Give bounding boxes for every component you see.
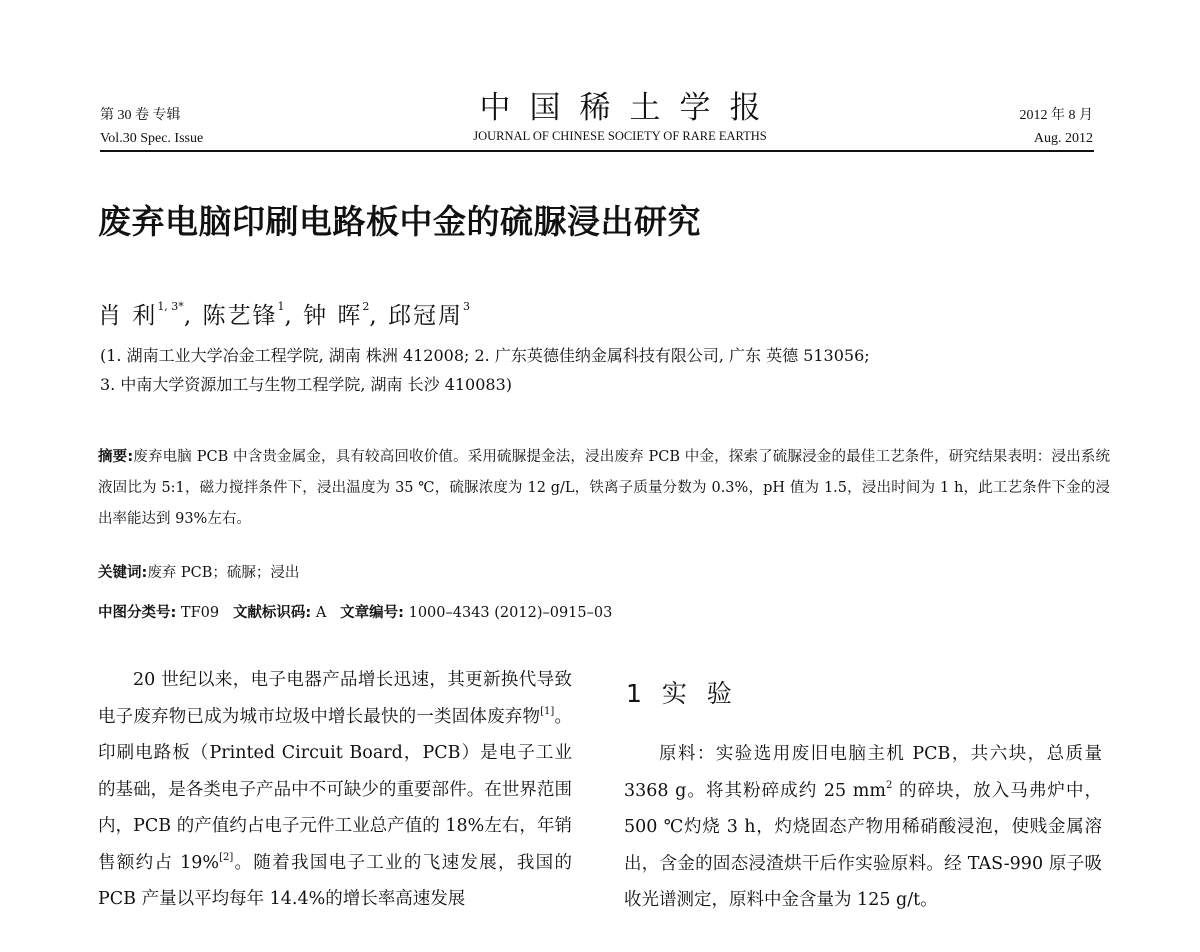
doc-code-value: A [315,605,327,621]
affiliation-line: 3. 中南大学资源加工与生物工程学院, 湖南 长沙 410083) [100,375,513,394]
keywords [98,561,299,586]
citation-ref[interactable]: [2] [219,851,234,863]
author-name: 肖 利 [98,303,158,329]
author-name: 钟 晖 [303,303,363,329]
author-affil-mark: 2 [362,300,370,313]
article-number-value: 1000–4343 (2012)–0915–03 [408,605,613,621]
intro-paragraph [98,662,572,918]
author-affil-mark: 1 [277,300,285,313]
author-name: 邱冠周 [388,303,463,329]
author-name: 陈艺锋 [202,303,278,329]
clc-value: TF09 [180,605,220,621]
journal-title-cn: 中国稀土学报 [479,90,780,126]
author-list: 肖 利$^{1, 3*}$, 陈艺锋$^1$, 钟 晖$^2$, 邱冠周$^3$ [98,300,470,329]
keywords-text: 废弃 PCB；硫脲；浸出 [147,565,300,581]
volume-en: Vol.30 Spec. Issue [100,131,204,146]
author-affil-mark: 1, 3* [157,300,184,313]
abstract-label: 摘要: [98,449,134,465]
section-heading: 1 实 验 [626,679,738,708]
header-rule [100,150,1094,152]
date-en: Aug. 2012 [1033,131,1093,146]
materials-text: 原料：实验选用废旧电脑主机 PCB，共六块，总质量 3368 g。将其粉碎成约 25 mm [624,744,1102,801]
affiliations [100,341,1110,399]
date-cn: 2012 年 8 月 [1019,108,1093,123]
abstract-text: 废弃电脑 PCB 中含贵金属金，具有较高回收价值。采用硫脲提金法，浸出废弃 PCB 中金，探索了硫脲浸金的最佳工艺条件，研究结果表明：浸出系统液固比为 5:1，磁力搅拌条件下，浸出温度为 35 ℃，硫脲浓度为 12 g/L，铁离子质量分数为 0.3%，pH 值为 1.5，浸出时间为 1 h，此工艺条件下金的浸出率能达到 93%左右。 [98,449,1110,527]
journal-title-en: JOURNAL OF CHINESE SOCIETY OF RARE EARTHS [473,129,767,143]
article-number-label: 文章编号: [340,605,404,621]
superscript-2: 2 [885,779,893,791]
keywords-label: 关键词: [98,565,148,581]
citation-ref[interactable]: [1] [540,705,555,717]
classification-line [98,601,612,626]
article-title: 废弃电脑印刷电路板中金的硫脲浸出研究 [98,202,701,241]
volume-cn: 第 30 卷 专辑 [100,108,181,123]
intro-text: 20 世纪以来，电子电器产品增长迅速，其更新换代导致电子废弃物已成为城市垃圾中增长最快的一类固体废弃物 [98,670,572,727]
intro-text: 。随着我国电子工业的飞速发展，我国的 PCB 产量以平均每年 14.4%的增长率高速发展 [98,852,572,909]
materials-text: 的碎块，放入马弗炉中， 500 ℃灼烧 3 h，灼烧固态产物用稀硝酸浸泡，使贱金属溶出，含金的固态浸渣烘干后作实验原料。经 TAS-990 原子吸收光谱测定，原料中金含量为 125 g/t。 [624,780,1102,910]
volume-info [100,104,300,150]
abstract [98,442,1110,535]
journal-masthead [400,90,840,145]
materials-paragraph [624,736,1102,919]
author-affil-mark: 3 [463,300,470,313]
issue-date [893,104,1093,150]
intro-text: 。印刷电路板（Printed Circuit Board，PCB）是电子工业的基础，是各类电子产品中不可缺少的重要部件。在世界范围内，PCB 的产值约占电子元件工业总产值的 18%左右，年销售额约占 19% [98,706,572,873]
clc-label: 中图分类号: [98,605,177,621]
affiliation-line: (1. 湖南工业大学冶金工程学院, 湖南 株洲 412008; 2. 广东英德佳纳金属科技有限公司, 广东 英德 513056; [100,346,870,365]
doc-code-label: 文献标识码: [232,605,312,621]
